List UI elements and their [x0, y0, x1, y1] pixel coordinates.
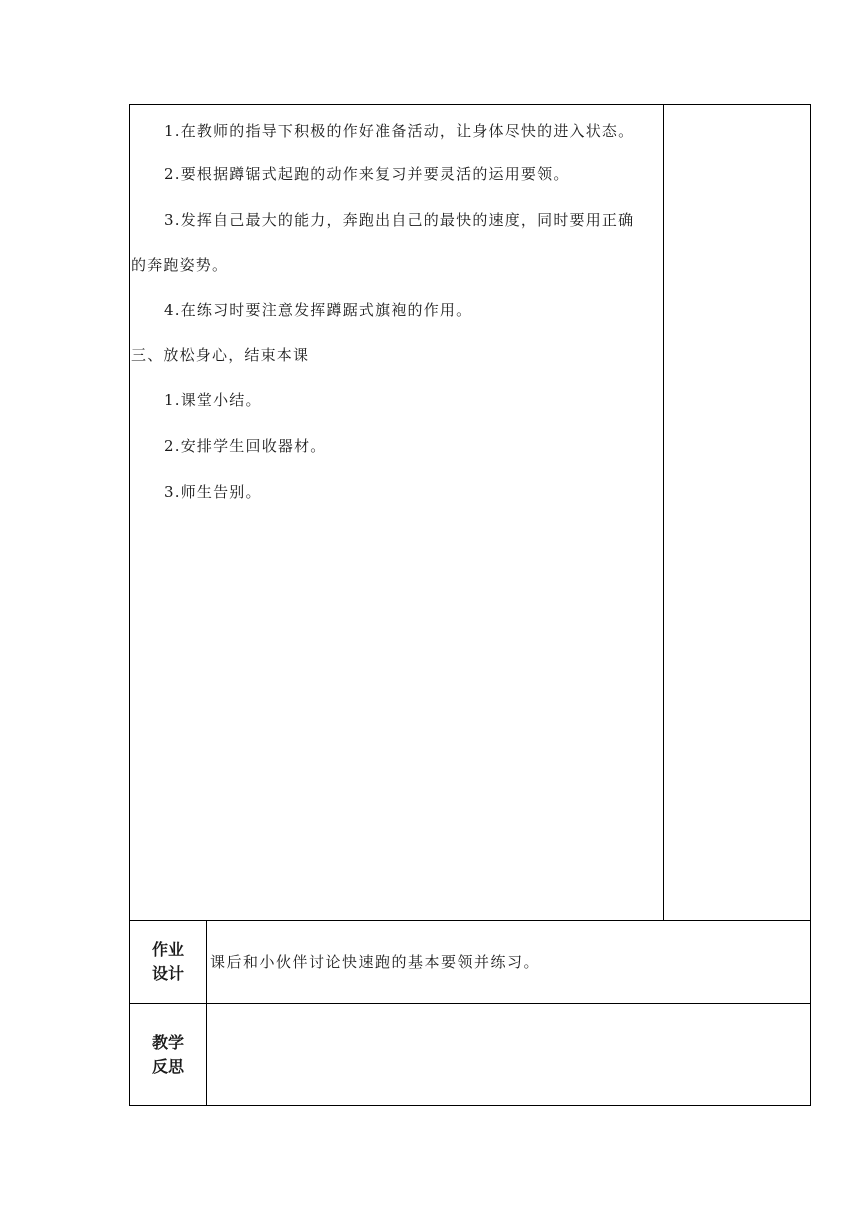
- side-notes-cell: [664, 105, 810, 920]
- homework-text: 课后和小伙伴讨论快速跑的基本要领并练习。: [210, 953, 541, 971]
- reflection-label: 教学反思: [151, 1032, 184, 1076]
- lesson-line-6: 2.安排学生回收器材。: [164, 437, 327, 455]
- lesson-line-4: 4.在练习时要注意发挥蹲踞式旗袍的作用。: [164, 301, 473, 319]
- reflection-content-cell: [207, 1004, 810, 1105]
- lesson-line-7: 3.师生告别。: [164, 483, 262, 501]
- homework-label-cell: [130, 921, 207, 1003]
- lesson-plan-table: [129, 104, 811, 1106]
- reflection-label-cell: [130, 1004, 207, 1105]
- homework-content-cell: [207, 921, 810, 1003]
- lesson-content-cell: [130, 105, 664, 920]
- lesson-line-1: 1.在教师的指导下积极的作好准备活动，让身体尽快的进入状态。: [164, 122, 635, 140]
- section-heading: 三、放松身心，结束本课: [131, 346, 310, 364]
- lesson-line-5: 1.课堂小结。: [164, 391, 262, 409]
- lesson-line-3-cont: 的奔跑姿势。: [131, 256, 229, 274]
- homework-row: [130, 920, 810, 1003]
- reflection-row: [130, 1003, 810, 1105]
- lesson-line-3: 3.发挥自己最大的能力，奔跑出自己的最快的速度，同时要用正确: [164, 211, 635, 229]
- homework-label: 作业设计: [151, 940, 184, 983]
- lesson-line-2: 2.要根据蹲锯式起跑的动作来复习并要灵活的运用要领。: [164, 165, 570, 183]
